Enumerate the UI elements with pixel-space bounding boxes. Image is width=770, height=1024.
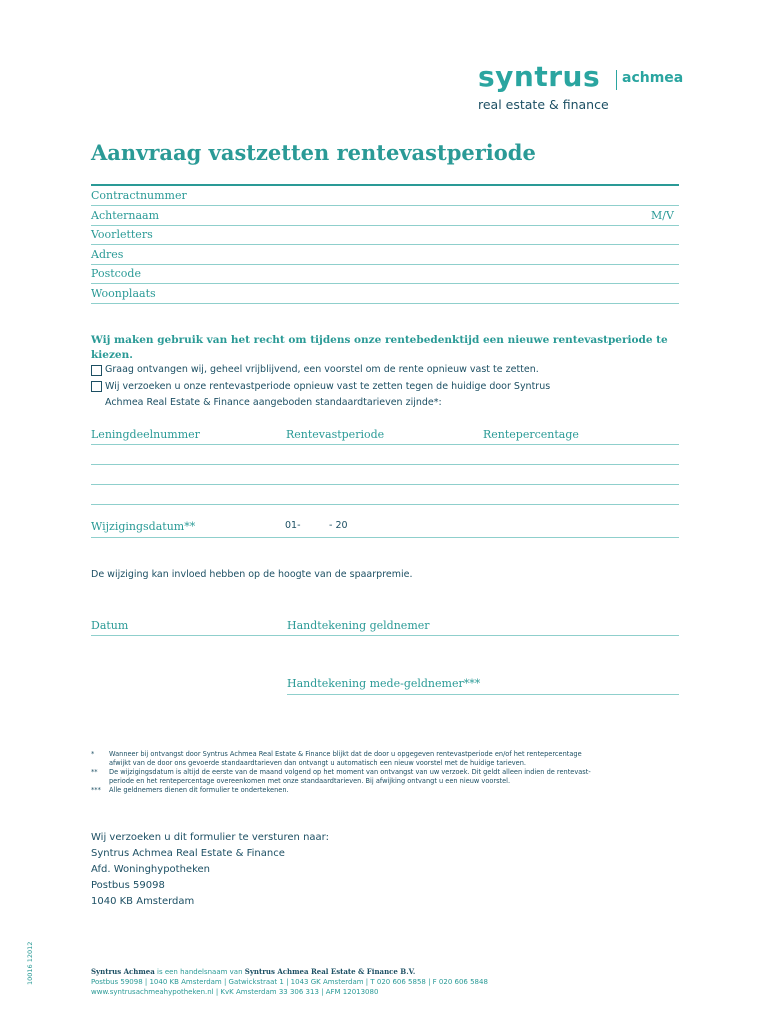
footnote-1-cont: afwijkt van de door ons gevoerde standaardtarieven dan ontvangt u automatisch een nieuw voorstel met de huidige tarieven. [109,759,527,767]
footnote-mark: ** [91,768,98,776]
option-fixed-rate-label: Wij verzoeken u onze rentevastperiode opnieuw vast te zetten tegen de huidige door Syntrus [105,381,551,392]
table-row-line[interactable] [91,484,679,485]
adres-field[interactable]: Adres [91,248,124,261]
achternaam-field[interactable]: Achternaam [91,209,160,222]
form-code: 10016 12012 [26,941,34,985]
address-line: Afd. Woninghypotheken [91,864,210,875]
spaarpremie-notice: De wijziging kan invloed hebben op de hoogte van de spaarpremie. [91,569,413,580]
footnote-mark: * [91,750,95,758]
divider [91,635,679,636]
footer-contact: Postbus 59098 | 1040 KB Amsterdam | Gatwickstraat 1 | 1043 GK Amsterdam | T 020 606 5858 | F 020 606 5848 [91,978,488,986]
gender-field[interactable]: M/V [651,209,674,222]
voorletters-field[interactable]: Voorletters [91,228,153,241]
company-logo [478,60,688,118]
wijzigingsdatum-year[interactable]: - 20 [329,520,348,531]
footnote-2: De wijzigingsdatum is altijd de eerste van de maand volgend op het moment van ontvangst van uw verzoek. Dit geldt alleen indien de rentevast- [109,768,591,776]
logo-divider [616,70,617,90]
signature-geldnemer[interactable]: Handtekening geldnemer [287,619,430,632]
column-header-leningdeel: Leningdeelnummer [91,428,200,441]
table-row-line[interactable] [91,464,679,465]
datum-field[interactable]: Datum [91,619,129,632]
divider [91,303,679,304]
address-line: 1040 KB Amsterdam [91,896,195,907]
footnote-2-cont: periode en het rentepercentage overeenkomen met onze standaardtarieven. Bij afwijking ontvangt u een nieuw voorstel. [109,777,511,785]
wijzigingsdatum-label: Wijzigingsdatum** [91,520,196,533]
footnote-1: Wanneer bij ontvangst door Syntrus Achmea Real Estate & Finance blijkt dat de door u opgegeven rentevastperiode en/of het rentepercentage [109,750,582,758]
option-proposal-checkbox[interactable] [91,365,102,376]
column-header-rentevastperiode: Rentevastperiode [286,428,385,441]
woonplaats-field[interactable]: Woonplaats [91,287,156,300]
footer-brand: Syntrus Achmea [91,967,155,976]
column-header-rentepercentage: Rentepercentage [483,428,579,441]
contractnummer-field[interactable]: Contractnummer [91,189,187,202]
footer-text: is een handelsnaam van [154,968,245,976]
footer [91,967,488,997]
table-row-line [91,444,679,445]
signature-mede-geldnemer[interactable]: Handtekening mede-geldnemer*** [287,677,481,690]
divider [91,244,679,245]
divider [91,537,679,538]
option-proposal-label: Graag ontvangen wij, geheel vrijblijvend, een voorstel om de rente opnieuw vast te zetten. [105,364,539,375]
footnote-3: Alle geldnemers dienen dit formulier te ondertekenen. [109,786,289,794]
footer-website: www.syntrusachmeahypotheken.nl | KvK Amsterdam 33 306 313 | AFM 12013080 [91,988,379,996]
page-title: Aanvraag vastzetten rentevastperiode [91,140,536,165]
address-line: Wij verzoeken u dit formulier te versturen naar: [91,832,329,843]
postcode-field[interactable]: Postcode [91,267,141,280]
divider [91,225,679,226]
divider [91,184,679,186]
table-row-line[interactable] [91,504,679,505]
divider [91,283,679,284]
intro-text: Wij maken gebruik van het recht om tijdens onze rentebedenktijd een nieuwe rentevastperiode te kiezen. [91,334,668,361]
address-line: Postbus 59098 [91,880,165,891]
address-line: Syntrus Achmea Real Estate & Finance [91,848,285,859]
divider [91,264,679,265]
footer-company: Syntrus Achmea Real Estate & Finance B.V. [244,967,416,976]
logo-subtitle: real estate & finance [478,97,609,112]
divider [287,694,679,695]
option-fixed-rate-label-cont: Achmea Real Estate & Finance aangeboden standaardtarieven zijnde*: [105,397,442,408]
logo-brand: achmea [622,70,684,86]
mailing-address [91,830,329,910]
footnotes [91,750,681,795]
divider [91,205,679,206]
footnote-mark: *** [91,786,101,794]
logo-wordmark: syntrus [478,60,601,93]
wijzigingsdatum-day[interactable]: 01- [285,520,301,531]
option-fixed-rate-checkbox[interactable] [91,381,102,392]
